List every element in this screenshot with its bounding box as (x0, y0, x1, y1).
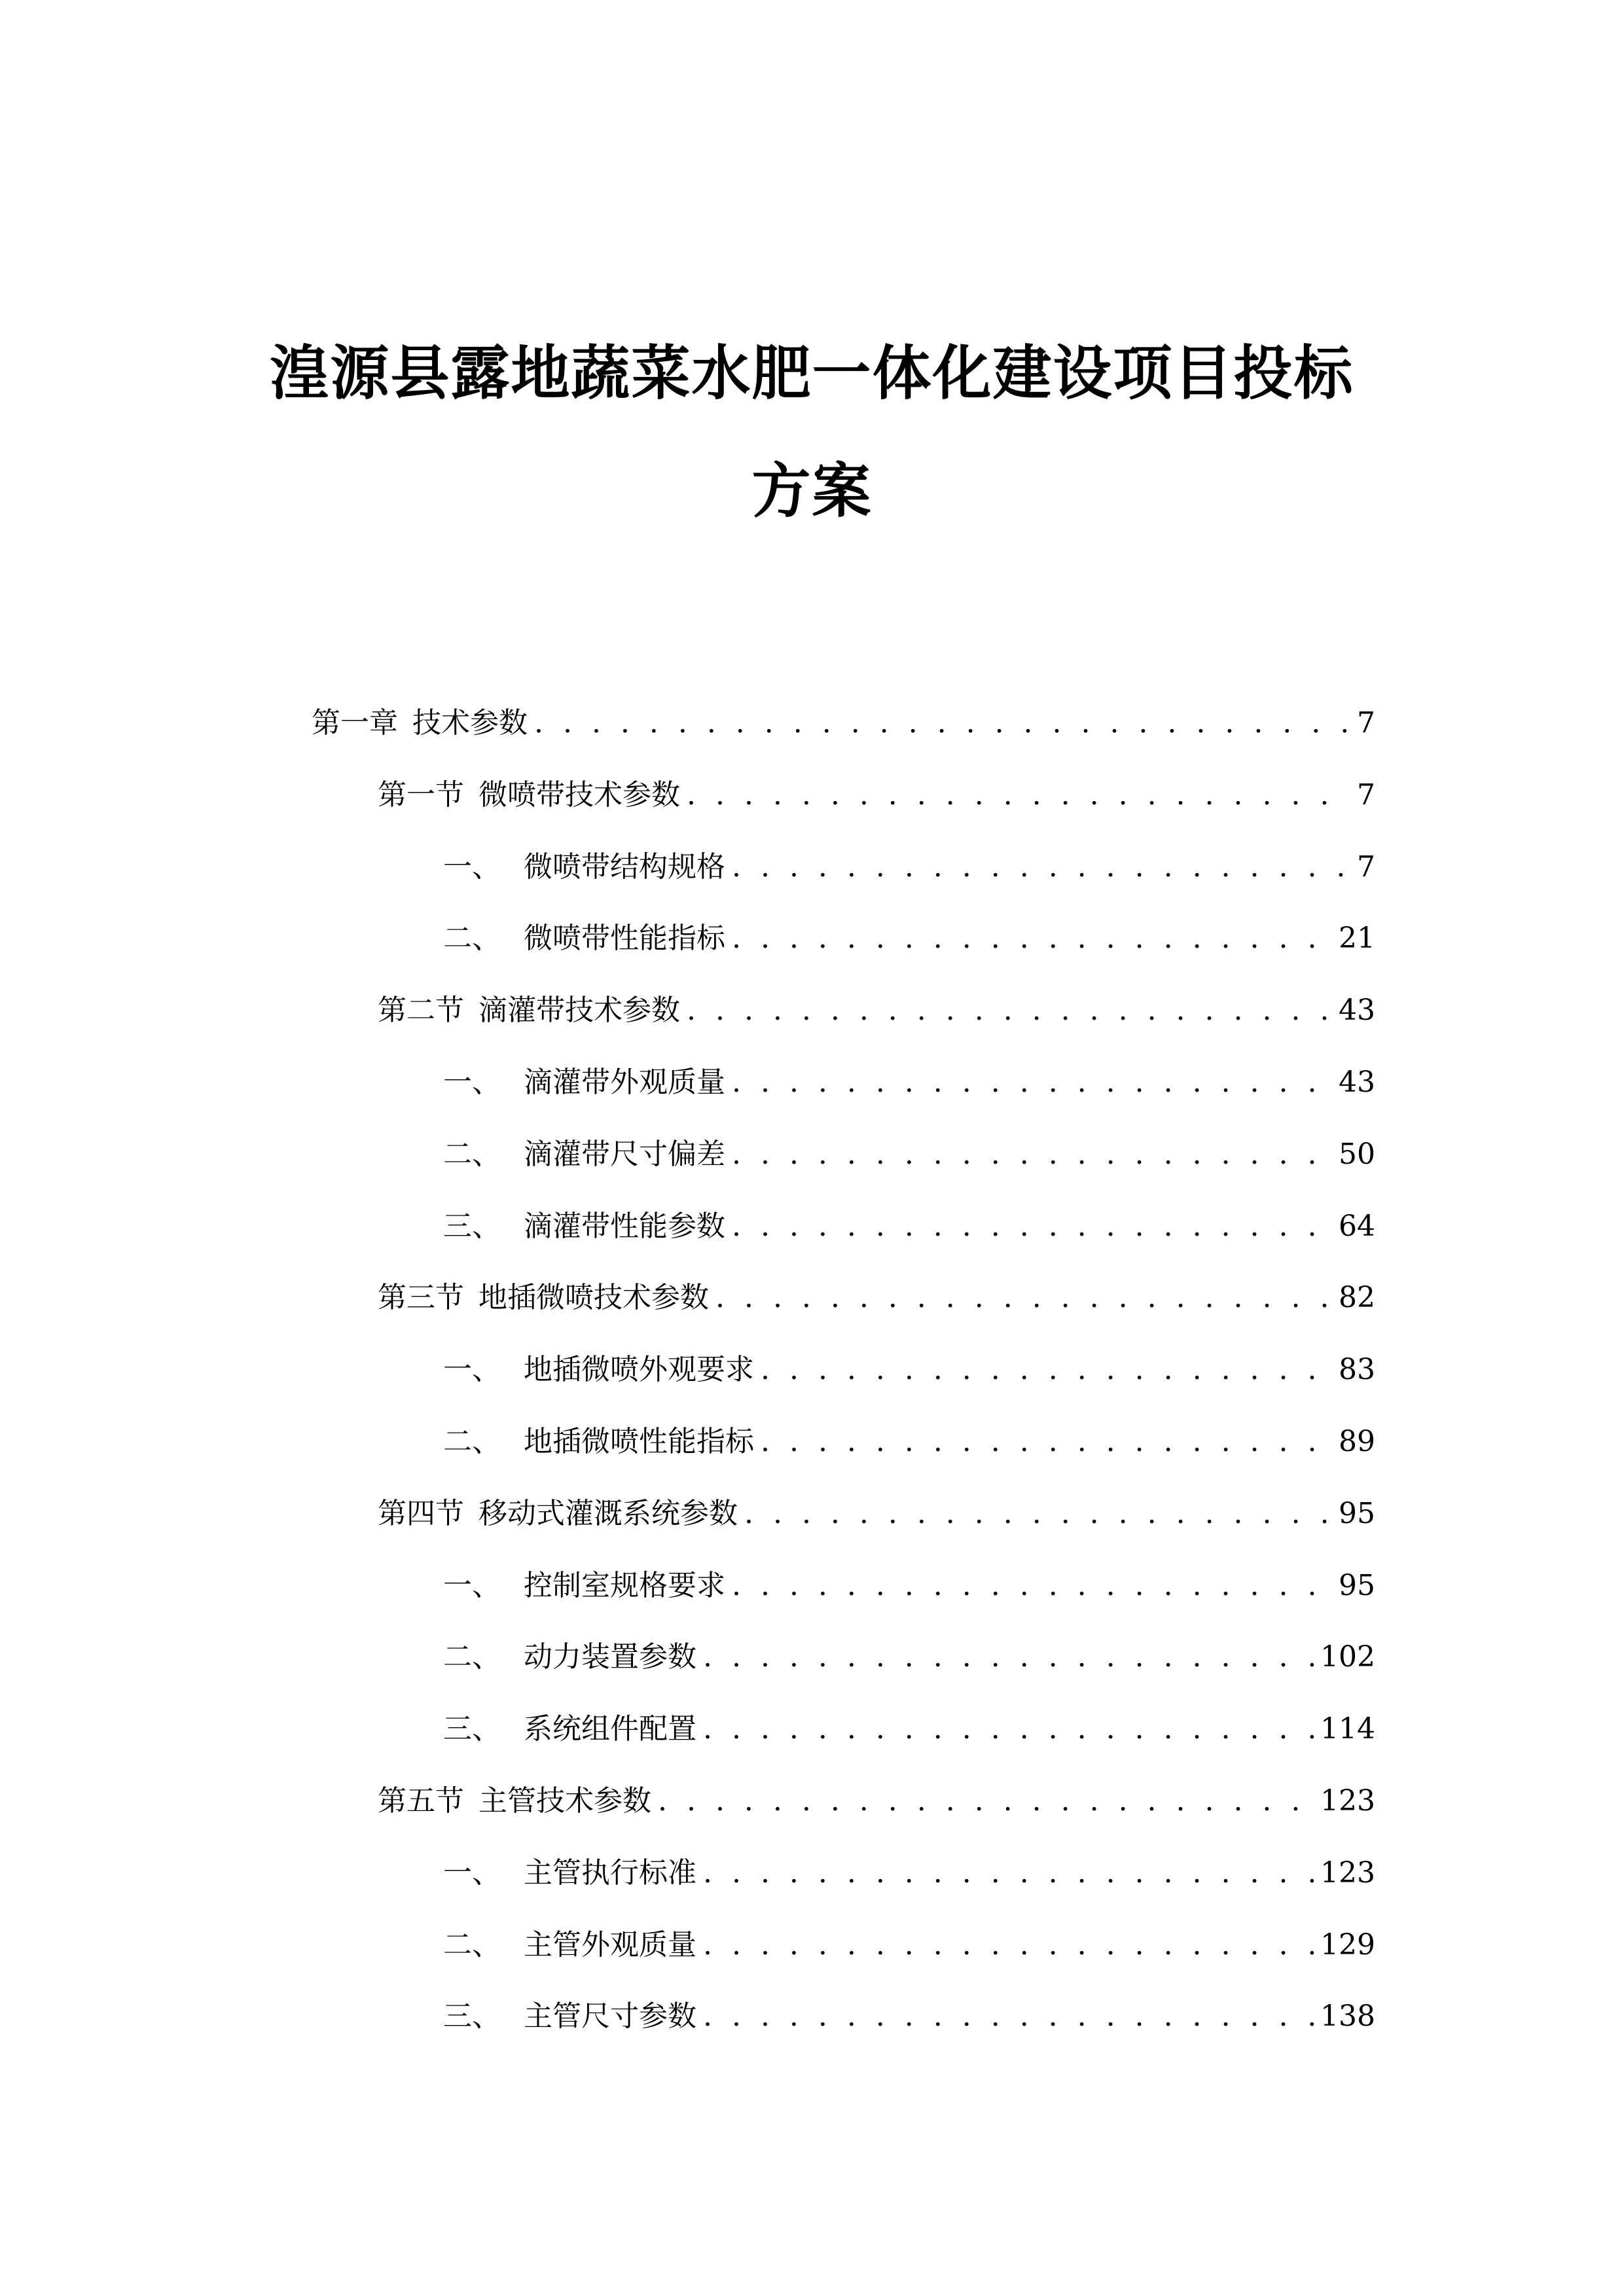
toc-entry[interactable] (443, 1566, 1375, 1605)
toc-entry-number: 第一章 (312, 706, 398, 740)
toc-entry[interactable] (443, 1422, 1375, 1462)
toc-leader-dots (703, 1997, 1314, 2036)
toc-leader-dots (744, 1494, 1332, 1534)
toc-entry-label: 主管执行标准 (524, 1856, 696, 1890)
toc-entry-label: 主管尺寸参数 (524, 2000, 696, 2034)
toc-entry-page: 7 (1357, 850, 1375, 884)
toc-entry-number: 第二节 (378, 994, 464, 1028)
toc-entry[interactable] (443, 1063, 1375, 1102)
toc-entry-page: 123 (1320, 1856, 1375, 1890)
document-title-line-1: 湟源县露地蔬菜水肥一体化建设项目投标 (270, 338, 1354, 408)
toc-entry-number: 二、 (443, 1928, 501, 1962)
toc-entry[interactable] (443, 1135, 1375, 1174)
toc-leader-dots (687, 776, 1350, 815)
toc-leader-dots (703, 1638, 1314, 1677)
toc-entry-page: 129 (1320, 1928, 1375, 1962)
toc-leader-dots (715, 1278, 1332, 1318)
toc-entry-label: 微喷带性能指标 (524, 922, 725, 956)
toc-leader-dots (732, 919, 1332, 958)
toc-entry-label: 地插微喷性能指标 (524, 1425, 754, 1458)
toc-entry-label: 滴灌带外观质量 (524, 1066, 725, 1099)
toc-entry-number: 一、 (443, 1066, 501, 1099)
toc-entry-number: 三、 (443, 1209, 501, 1243)
toc-leader-dots (732, 1566, 1332, 1605)
toc-entry[interactable] (378, 1782, 1375, 1821)
toc-entry-label: 动力装置参数 (524, 1640, 696, 1674)
toc-entry-page: 43 (1339, 994, 1375, 1028)
toc-entry-page: 95 (1339, 1568, 1375, 1602)
toc-entry-page: 21 (1339, 922, 1375, 956)
toc-entry[interactable] (443, 1926, 1375, 1965)
toc-entry-label: 系统组件配置 (524, 1712, 696, 1746)
toc-leader-dots (732, 1063, 1332, 1102)
toc-entry[interactable] (378, 991, 1375, 1030)
toc-leader-dots (761, 1350, 1332, 1390)
toc-entry[interactable] (378, 776, 1375, 815)
toc-leader-dots (658, 1782, 1314, 1821)
toc-entry-number: 二、 (443, 1137, 501, 1171)
toc-entry[interactable] (443, 1207, 1375, 1246)
toc-entry-page: 83 (1339, 1353, 1375, 1387)
toc-entry-number: 二、 (443, 1425, 501, 1458)
toc-entry-page: 50 (1339, 1137, 1375, 1171)
toc-entry-label: 移动式灌溉系统参数 (478, 1496, 738, 1530)
toc-leader-dots (732, 848, 1350, 887)
toc-entry-page: 7 (1357, 706, 1375, 740)
toc-leader-dots (703, 1926, 1314, 1965)
toc-entry-number: 一、 (443, 1568, 501, 1602)
toc-entry[interactable] (443, 1350, 1375, 1390)
toc-entry-page: 123 (1320, 1784, 1375, 1818)
toc-entry-page: 89 (1339, 1425, 1375, 1458)
toc-entry-page: 95 (1339, 1496, 1375, 1530)
toc-entry-page: 82 (1339, 1281, 1375, 1315)
toc-entry-label: 主管技术参数 (478, 1784, 651, 1818)
toc-entry-label: 技术参数 (412, 706, 528, 740)
toc-entry-label: 滴灌带尺寸偏差 (524, 1137, 725, 1171)
toc-leader-dots (687, 991, 1332, 1030)
toc-entry[interactable] (378, 1278, 1375, 1318)
toc-entry-number: 第五节 (378, 1784, 464, 1818)
toc-entry-label: 微喷带结构规格 (524, 850, 725, 884)
toc-entry-page: 7 (1357, 778, 1375, 812)
toc-entry-number: 二、 (443, 922, 501, 956)
toc-entry-number: 三、 (443, 1712, 501, 1746)
toc-entry-label: 滴灌带性能参数 (524, 1209, 725, 1243)
toc-entry[interactable] (443, 848, 1375, 887)
toc-entry[interactable] (312, 704, 1375, 743)
toc-entry-page: 138 (1320, 2000, 1375, 2034)
toc-leader-dots (732, 1207, 1332, 1246)
toc-entry-number: 一、 (443, 1353, 501, 1387)
toc-entry[interactable] (443, 1638, 1375, 1677)
toc-leader-dots (703, 1854, 1314, 1893)
document-title-line-2: 方案 (751, 456, 873, 526)
toc-entry-number: 一、 (443, 850, 501, 884)
toc-entry[interactable] (443, 1997, 1375, 2036)
toc-leader-dots (761, 1422, 1332, 1462)
toc-entry-label: 地插微喷外观要求 (524, 1353, 754, 1387)
toc-entry[interactable] (378, 1494, 1375, 1534)
toc-entry-label: 微喷带技术参数 (478, 778, 680, 812)
toc-entry-label: 控制室规格要求 (524, 1568, 725, 1602)
toc-leader-dots (732, 1135, 1332, 1174)
toc-entry-number: 第三节 (378, 1281, 464, 1315)
toc-entry-label: 滴灌带技术参数 (478, 994, 680, 1028)
toc-entry[interactable] (443, 919, 1375, 958)
toc-leader-dots (534, 704, 1350, 743)
toc-entry-page: 64 (1339, 1209, 1375, 1243)
toc-entry[interactable] (443, 1710, 1375, 1749)
toc-entry-number: 第一节 (378, 778, 464, 812)
toc-entry-label: 地插微喷技术参数 (478, 1281, 709, 1315)
toc-entry-page: 43 (1339, 1066, 1375, 1099)
toc-entry-number: 三、 (443, 2000, 501, 2034)
toc-entry-number: 一、 (443, 1856, 501, 1890)
toc-entry-page: 114 (1320, 1712, 1375, 1746)
toc-entry[interactable] (443, 1854, 1375, 1893)
toc-leader-dots (703, 1710, 1314, 1749)
toc-entry-label: 主管外观质量 (524, 1928, 696, 1962)
toc-entry-number: 二、 (443, 1640, 501, 1674)
toc-entry-page: 102 (1320, 1640, 1375, 1674)
toc-entry-number: 第四节 (378, 1496, 464, 1530)
